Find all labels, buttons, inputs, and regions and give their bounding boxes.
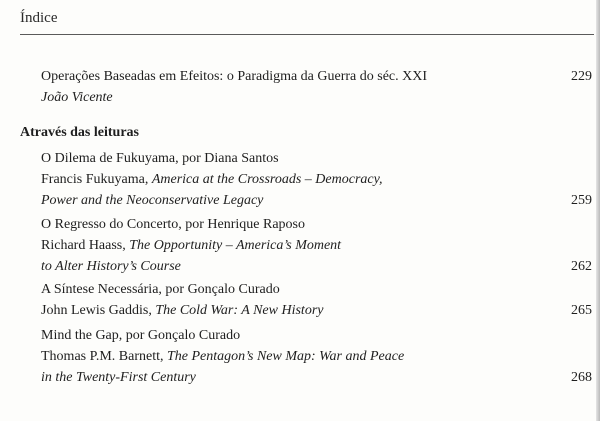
book-author: Thomas P.M. Barnett, [41,349,167,364]
entry-page-number: 229 [571,69,592,84]
toc-entry-haass [41,214,600,277]
book-title-continued: Power and the Neoconservative Legacy [41,193,264,208]
entry-book-line [41,346,600,367]
toc-entry-fukuyama [41,148,600,211]
entry-page-number: 265 [571,303,592,318]
entry-book-line [41,300,600,321]
book-author: John Lewis Gaddis, [41,303,156,318]
entry-book-line [41,235,600,256]
book-title: America at the Crossroads – Democracy, [151,172,383,187]
entry-title: O Dilema de Fukuyama, por Diana Santos [41,151,279,166]
toc-entry-barnett [41,325,600,388]
entry-page-number: 259 [571,193,592,208]
entry-title: Operações Baseadas em Efeitos: o Paradigma da Guerra do séc. XXI [41,69,428,84]
book-title: The Opportunity – America’s Moment [129,238,342,253]
entry-title: Mind the Gap, por Gonçalo Curado [41,328,241,343]
book-title-continued: to Alter History’s Course [41,259,181,274]
book-title: The Pentagon’s New Map: War and Peace [167,349,405,364]
entry-page-number: 262 [571,259,592,274]
entry-author: João Vicente [41,90,113,105]
book-title-continued: in the Twenty-First Century [41,370,196,385]
book-author: Francis Fukuyama, [41,172,152,187]
book-author: Richard Haass, [41,238,130,253]
page-header-title: Índice [20,10,58,26]
entry-title: O Regresso do Concerto, por Henrique Raposo [41,217,306,232]
entry-page-number: 268 [571,370,592,385]
entry-title: A Síntese Necessária, por Gonçalo Curado [41,282,280,297]
header-divider [20,34,594,35]
entry-book-line [41,169,600,190]
book-title: The Cold War: A New History [155,303,324,318]
section-heading: Através das leituras [20,125,139,140]
toc-entry-gaddis [41,279,600,321]
toc-entry-vicente [41,66,600,108]
page-edge-shadow [596,0,600,421]
